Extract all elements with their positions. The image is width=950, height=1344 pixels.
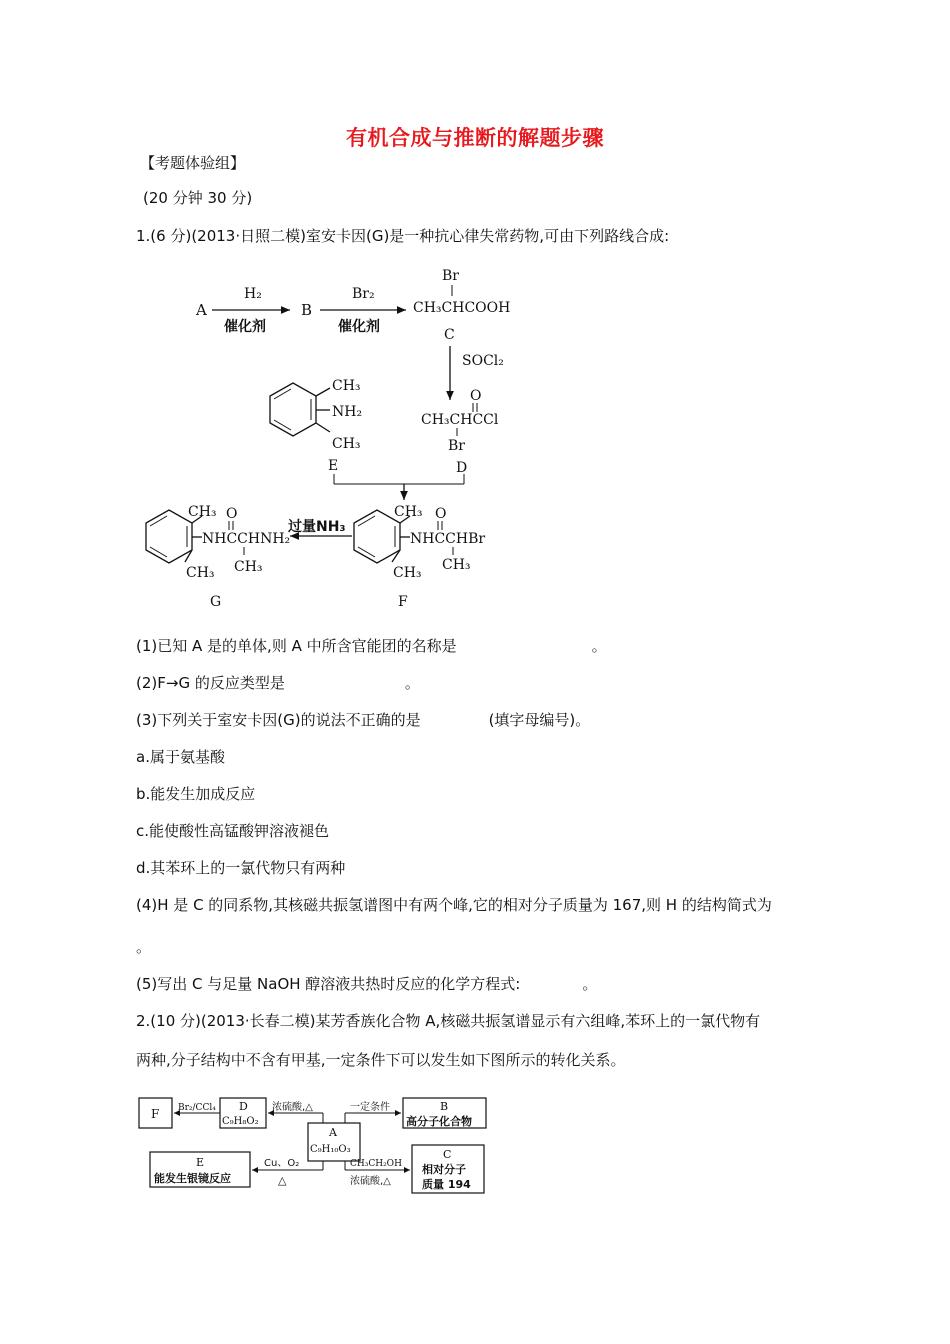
d-oxygen: O — [470, 388, 482, 404]
q1-option-a: a.属于氨基酸 — [136, 748, 225, 766]
compound-e-label: E — [328, 458, 339, 474]
g-chain: NHCCHNH₂ — [202, 531, 291, 547]
q1-option-d: d.其苯环上的一氯代物只有两种 — [136, 859, 346, 877]
q1-stem: 1.(6 分)(2013·日照二模)室安卡因(G)是一种抗心律失常药物,可由下列路线合成: — [136, 227, 670, 245]
time-score: (20 分钟 30 分) — [143, 189, 253, 207]
q1-synthesis-scheme — [130, 260, 650, 615]
benzene-ring-e — [270, 383, 316, 436]
q1-part2: (2)F→G 的反应类型是 。 — [136, 674, 420, 692]
compound-a: A — [196, 301, 207, 319]
label-f: F — [151, 1107, 160, 1121]
reagent-cu-o2: Cu、O₂ — [264, 1158, 300, 1169]
catalyst-label-1: 催化剂 — [224, 319, 266, 335]
catalyst-label-2: 催化剂 — [338, 319, 380, 335]
benzene-ring-g — [146, 510, 192, 563]
q2-stem-line2: 两种,分子结构中不含有甲基,一定条件下可以发生如下图所示的转化关系。 — [136, 1051, 626, 1069]
d-formula: C₉H₈O₂ — [222, 1116, 259, 1127]
page-title: 有机合成与推断的解题步骤 — [346, 126, 604, 150]
g-ch3-top: CH₃ — [188, 504, 217, 520]
q2-transformation-diagram — [130, 1090, 500, 1200]
b-desc: 高分子化合物 — [406, 1115, 472, 1128]
d-formula: CH₃CHCCl — [421, 412, 499, 428]
f-ch3-top: CH₃ — [394, 504, 423, 520]
g-oxygen: O — [226, 506, 238, 522]
q1-option-b: b.能发生加成反应 — [136, 785, 256, 803]
c-br: Br — [442, 268, 459, 284]
f-ch3-side: CH₃ — [442, 557, 471, 573]
q1-part4: (4)H 是 C 的同系物,其核磁共振氢谱图中有两个峰,它的相对分子质量为 167,则 H 的结构简式为 — [136, 896, 772, 914]
reagent-socl2: SOCl₂ — [462, 353, 504, 369]
e-desc: 能发生银镜反应 — [154, 1172, 231, 1185]
label-a: A — [329, 1126, 337, 1139]
q1-part1: (1)已知 A 是的单体,则 A 中所含官能团的名称是 。 — [136, 637, 607, 655]
label-c: C — [443, 1148, 452, 1161]
q1-part4-end: 。 — [136, 938, 152, 956]
e-ch3-top: CH₃ — [332, 378, 361, 394]
label-b: B — [440, 1100, 449, 1113]
reagent-certain-cond: 一定条件 — [350, 1102, 390, 1113]
a-formula: C₉H₁₀O₃ — [310, 1144, 351, 1155]
label-d: D — [239, 1100, 248, 1113]
g-ch3-side: CH₃ — [234, 559, 263, 575]
compound-c-label: C — [444, 327, 455, 343]
e-ch3-bottom: CH₃ — [332, 436, 361, 452]
c-desc1: 相对分子 — [422, 1163, 466, 1176]
c-formula: CH₃CHCOOH — [413, 300, 511, 316]
compound-f-label: F — [398, 594, 408, 610]
f-chain: NHCCHBr — [410, 531, 486, 547]
reagent-conc-h2so4-2: 浓硫酸,△ — [350, 1176, 391, 1187]
q1-part5: (5)写出 C 与足量 NaOH 醇溶液共热时反应的化学方程式: 。 — [136, 975, 598, 993]
g-ch3-bottom: CH₃ — [186, 565, 215, 581]
reagent-h2: H₂ — [244, 286, 262, 302]
reagent-br2: Br₂ — [352, 286, 375, 302]
e-nh2: NH₂ — [332, 404, 363, 420]
q2-stem-line1: 2.(10 分)(2013·长春二模)某芳香族化合物 A,核磁共振氢谱显示有六组峰,苯环上的一氯代物有 — [136, 1012, 761, 1030]
section-heading: 【考题体验组】 — [140, 154, 246, 172]
q1-part3: (3)下列关于室安卡因(G)的说法不正确的是 (填字母编号)。 — [136, 711, 591, 729]
reagent-br2-ccl4: Br₂/CCl₄ — [178, 1103, 216, 1113]
f-oxygen: O — [435, 506, 447, 522]
compound-b: B — [301, 301, 313, 319]
d-br: Br — [448, 438, 465, 454]
compound-g-label: G — [210, 594, 222, 610]
reagent-heat: △ — [278, 1174, 287, 1187]
label-e: E — [196, 1156, 205, 1169]
reagent-conc-h2so4: 浓硫酸,△ — [272, 1102, 313, 1113]
reagent-excess-nh3: 过量NH₃ — [288, 519, 346, 535]
reagent-ethanol: CH₃CH₂OH — [350, 1159, 402, 1169]
compound-d-label: D — [456, 460, 468, 476]
f-ch3-bottom: CH₃ — [393, 565, 422, 581]
c-desc2: 质量 194 — [422, 1178, 471, 1191]
q1-option-c: c.能使酸性高锰酸钾溶液褪色 — [136, 822, 330, 840]
